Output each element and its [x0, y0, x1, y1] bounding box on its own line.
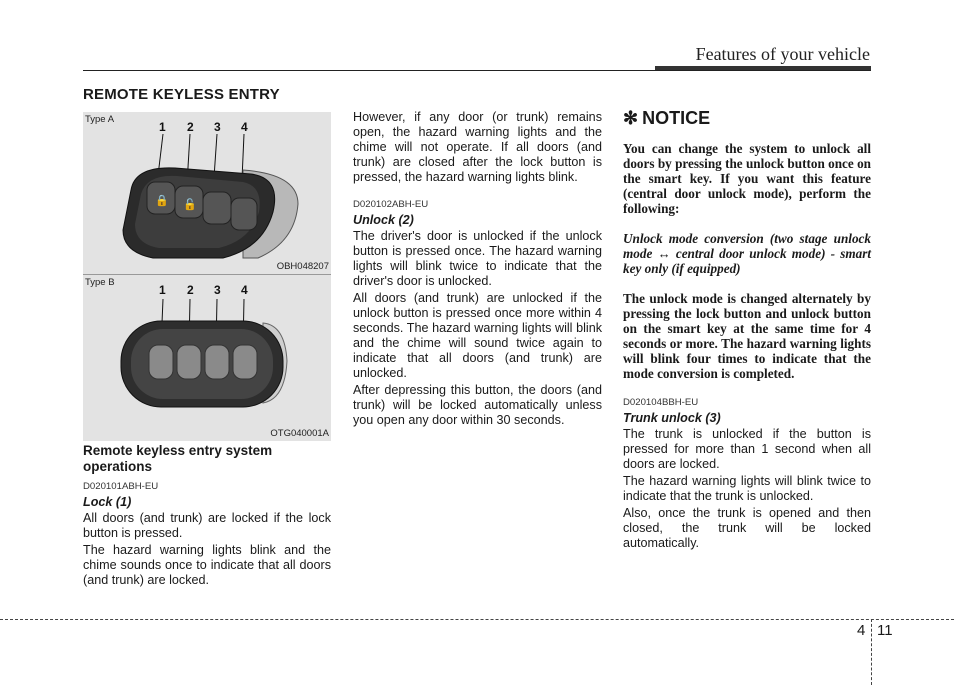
notice-title-text: NOTICE: [642, 108, 711, 128]
notice-paragraph: The unlock mode is changed alternately by pressing the lock button and unlock button on the smart key at the same time for 4 seconds or more. The hazard warning lights will blink four times to indicate that the mode conversion is completed.: [623, 291, 871, 381]
paragraph: The hazard warning lights blink and the chime sounds once to indicate that all doors (and trunk) are locked.: [83, 543, 331, 587]
notice-title: [623, 108, 871, 129]
doc-code: D020101ABH-EU: [83, 481, 159, 492]
button-number-4: 4: [241, 120, 248, 134]
header-title: Features of your vehicle: [695, 44, 870, 64]
section-title: REMOTE KEYLESS ENTRY: [83, 86, 280, 103]
button-number-3: 3: [214, 283, 221, 297]
lock-heading: Lock (1): [83, 495, 132, 509]
figure-label-a: Type A: [85, 114, 115, 125]
column-2-text: [353, 110, 602, 428]
button-number-3: 3: [214, 120, 221, 134]
paragraph: Also, once the trunk is opened and then closed, the trunk will be locked automatically.: [623, 506, 871, 550]
paragraph: The hazard warning lights will blink twice to indicate that the trunk is unlocked.: [623, 474, 871, 503]
section-number: 4: [857, 622, 866, 639]
paragraph: The trunk is unlocked if the button is pressed for more than 1 second when all doors are locked.: [623, 427, 871, 471]
smart-key-a-icon: [83, 112, 331, 274]
paragraph: All doors (and trunk) are locked if the lock button is pressed.: [83, 511, 331, 540]
figure-type-b: [83, 274, 331, 441]
operations-subheading: Remote keyless entry system operations: [83, 443, 273, 474]
doc-code: D020102ABH-EU: [353, 199, 429, 210]
page-number: 11: [877, 622, 893, 639]
doc-code: D020104BBH-EU: [623, 397, 699, 408]
header-rule: [83, 70, 871, 71]
footer-dashed-rule: [0, 619, 954, 620]
button-number-2: 2: [187, 283, 194, 297]
figure-type-a: [83, 112, 331, 274]
column-1-text: [83, 443, 331, 588]
button-number-4: 4: [241, 283, 248, 297]
svg-text:🔓: 🔓: [183, 198, 197, 211]
unlock-heading: Unlock (2): [353, 213, 414, 227]
column-3-text: [623, 108, 871, 551]
trunk-heading: Trunk unlock (3): [623, 411, 721, 425]
figure-code-b: OTG040001A: [270, 428, 329, 439]
button-number-1: 1: [159, 120, 166, 134]
figure-label-b: Type B: [85, 277, 115, 288]
smart-key-b-icon: [83, 275, 331, 441]
asterisk-icon: ✻: [623, 108, 639, 128]
paragraph: The driver's door is unlocked if the unlock button is pressed once. The hazard warning lights will blink twice to indicate that the driver's door is unlocked.: [353, 229, 602, 288]
notice-paragraph: You can change the system to unlock all doors by pressing the unlock button once on the smart key. If you want this feature (central door unlock mode), perform the following:: [623, 141, 871, 216]
svg-text:🔒: 🔒: [155, 194, 169, 207]
footer-divider: [871, 619, 872, 685]
paragraph: However, if any door (or trunk) remains open, the hazard warning lights and the chime will not operate. If all doors (and trunk) are closed after the lock button is pressed, the hazard warning lights blink.: [353, 110, 602, 184]
notice-italic: Unlock mode conversion (two stage unlock mode ↔ central door unlock mode) - smart key only (if equipped): [623, 231, 871, 276]
paragraph: All doors (and trunk) are unlocked if the unlock button is pressed once more within 4 seconds. The hazard warning lights will blink and the chime will sound twice again to indicate that all doors (and trunk) are unlocked.: [353, 291, 602, 380]
button-number-1: 1: [159, 283, 166, 297]
figure-code-a: OBH048207: [276, 261, 329, 272]
button-number-2: 2: [187, 120, 194, 134]
paragraph: After depressing this button, the doors (and trunk) will be locked automatically unless you open any door within 30 seconds.: [353, 383, 602, 427]
